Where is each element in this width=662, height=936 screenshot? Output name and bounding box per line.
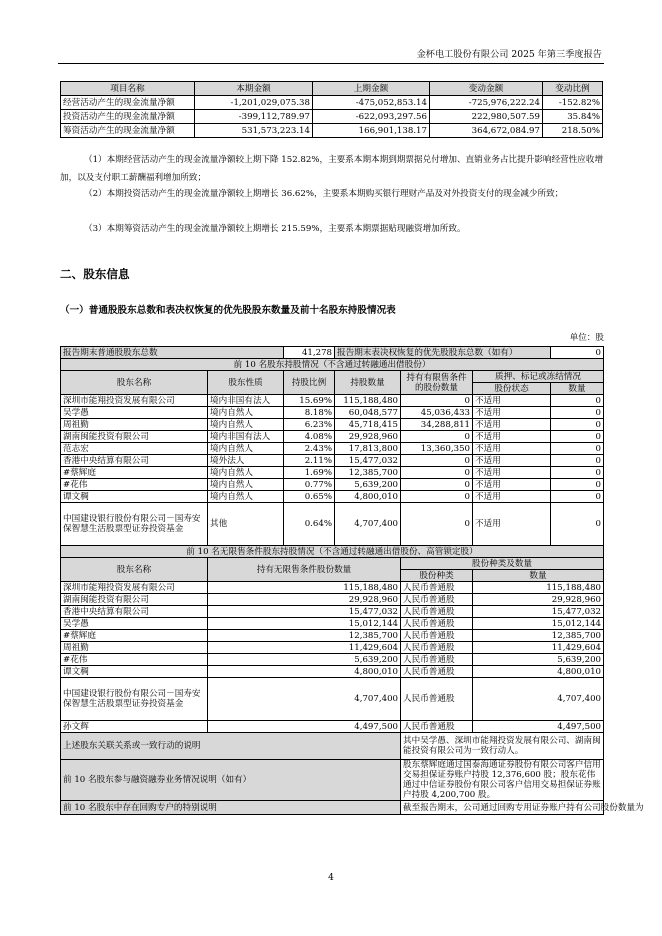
cell: 不适用 [473,431,551,443]
table-row [61,455,604,467]
cell: 29,928,960 [208,594,401,606]
cell: 范志宏 [61,443,208,455]
cell: 0 [401,503,473,546]
cell: 人民币普通股 [401,678,473,721]
note-paragraph: （3）本期筹资活动产生的现金流量净额较上期增长 215.59%，主要系本期票据贴现融资增加所致。 [84,224,466,234]
cell: -622,093,297.56 [313,110,430,124]
col-header: 股东名称 [61,558,208,582]
cell: 15,012,144 [473,618,604,630]
cell: 不适用 [473,395,551,407]
footer-row [61,801,604,815]
col-header: 数量 [473,570,604,582]
cell: 12,385,700 [473,630,604,642]
table-row [61,666,604,678]
cell: 45,718,415 [335,419,401,431]
cell: 0 [401,491,473,503]
cell: 4,800,010 [335,491,401,503]
cell: -152.82% [543,96,603,110]
cell: 香港中央结算有限公司 [61,606,208,618]
cell: 境内自然人 [208,491,284,503]
table-title-row [61,546,604,558]
cell: 不适用 [473,503,551,546]
cell: -399,112,789.97 [195,110,313,124]
table-row [61,654,604,666]
cell: 29,928,960 [473,594,604,606]
cell: 1.69% [284,467,335,479]
cell: 谭文稠 [61,666,208,678]
cell: 0 [401,395,473,407]
table-row [61,721,604,733]
cell: 中国建设银行股份有限公司－国寿安保智慧生活股票型证券投资基金 [61,503,208,546]
page-number: 4 [328,873,334,883]
cell: 222,980,507.59 [430,110,543,124]
col-header: 持有有限售条件的股份数量 [401,371,473,395]
table-row [61,491,604,503]
cell: 4,707,400 [473,678,604,721]
cell: 人民币普通股 [401,606,473,618]
col-header: 股份种类及数量 [401,558,604,570]
cell: 15,012,144 [208,618,401,630]
cell: 湖南闽能投资有限公司 [61,431,208,443]
cell: 15.69% [284,395,335,407]
cell: 6.23% [284,419,335,431]
cell: 11,429,604 [473,642,604,654]
cell: 5,639,200 [473,654,604,666]
table-row [61,582,604,594]
cell: 115,188,480 [473,582,604,594]
cell: 0 [401,455,473,467]
col-header: 变动金额 [430,82,543,96]
footer-label: 前 10 名股东参与融资融券业务情况说明（如有） [61,760,401,801]
table-row [61,630,604,642]
cell: 境内自然人 [208,479,284,491]
cell: 35.84% [543,110,603,124]
col-header: 股份状态 [473,383,551,395]
cell: 364,672,084.97 [430,124,543,138]
cell: 166,901,138.17 [313,124,430,138]
col-header: 变动比例 [543,82,603,96]
cell: 13,360,350 [401,443,473,455]
cell: 吴学愚 [61,407,208,419]
cell: 4,800,010 [208,666,401,678]
cell: 不适用 [473,407,551,419]
cell: 谭文稠 [61,491,208,503]
table-row [61,407,604,419]
col-header: 数量 [551,383,604,395]
cell: 筹资活动产生的现金流量净额 [61,124,195,138]
cell: 4.08% [284,431,335,443]
cell: 17,813,800 [335,443,401,455]
cell: 人民币普通股 [401,582,473,594]
cell: 0 [551,491,604,503]
cell: 投资活动产生的现金流量净额 [61,110,195,124]
cell: 0 [551,467,604,479]
cell: 人民币普通股 [401,666,473,678]
cell: 不适用 [473,491,551,503]
cell: 4,497,500 [208,721,401,733]
cell: 其他 [208,503,284,546]
cell: 孙文辉 [61,721,208,733]
cell: -475,052,853.14 [313,96,430,110]
cell: 人民币普通股 [401,721,473,733]
cell: 人民币普通股 [401,654,473,666]
cell: 0 [551,407,604,419]
cell: 境内非国有法人 [208,431,284,443]
table-row [61,431,604,443]
cell: 15,477,032 [335,455,401,467]
cell: 15,477,032 [208,606,401,618]
summary-label: 报告期末普通股股东总数 [61,347,284,359]
cell: #花伟 [61,654,208,666]
shareholder-table [60,346,644,815]
summary-row [61,347,604,359]
cell: 中国建设银行股份有限公司－国寿安保智慧生活股票型证券投资基金 [61,678,208,721]
table-title: 前 10 名无限售条件股东持股情况（不含通过转融通出借股份、高管锁定股） [61,546,604,558]
cell: 周祖勤 [61,419,208,431]
table-title: 前 10 名股东持股情况（不含通过转融通出借股份） [61,359,604,371]
cell: 人民币普通股 [401,642,473,654]
table-row [61,110,603,124]
cell: 不适用 [473,443,551,455]
col-header: 持股数量 [335,371,401,395]
cell: 115,188,480 [335,395,401,407]
header-title: 金杯电工股份有限公司 2025 年第三季度报告 [416,49,602,60]
cell: 深圳市能翔投资发展有限公司 [61,395,208,407]
cell: 人民币普通股 [401,594,473,606]
cell: 0 [551,479,604,491]
table-row [61,618,604,630]
col-header: 股东名称 [61,371,208,395]
table-row [61,124,603,138]
cell: 531,573,223.14 [195,124,313,138]
footer-label: 上述股东关联关系或一致行动的说明 [61,733,401,760]
col-header: 持有无限售条件股份数量 [208,558,401,582]
cell: 0 [551,431,604,443]
table-row [61,395,604,407]
cell: #花伟 [61,479,208,491]
footer-row [61,733,604,760]
cell: 周祖勤 [61,642,208,654]
col-header: 股东性质 [208,371,284,395]
table-row [61,419,604,431]
col-header: 上期金额 [313,82,430,96]
cell: -725,976,222.24 [430,96,543,110]
cell: 0 [401,479,473,491]
cell: 2.43% [284,443,335,455]
cell: #蔡辉庭 [61,467,208,479]
cashflow-table [60,81,603,138]
footer-text: 其中吴学愚、深圳市能翔投资发展有限公司、湖南闽能投资有限公司为一致行动人。 [401,733,604,760]
cell: 5,639,200 [335,479,401,491]
cell: 不适用 [473,419,551,431]
table-row [61,606,604,618]
table-row [61,443,604,455]
cell: 0 [551,443,604,455]
footer-label: 前 10 名股东中存在回购专户的特别说明 [61,801,401,815]
cell: 2.11% [284,455,335,467]
table-header-row [61,558,604,570]
cell: 0 [401,467,473,479]
cell: 人民币普通股 [401,630,473,642]
table-header-row [61,82,603,96]
unit-label: 单位：股 [569,333,604,343]
cell: 5,639,200 [208,654,401,666]
cell: 境内自然人 [208,419,284,431]
table-row [61,479,604,491]
note-paragraph: （2）本期投资活动产生的现金流量净额较上期增长 36.62%，主要系本期购买银行理财产品及对外投资支付的现金减少所致； [84,189,564,199]
table-row [61,594,604,606]
cell: 境内自然人 [208,443,284,455]
cell: 境内非国有法人 [208,395,284,407]
cell: 境内自然人 [208,407,284,419]
cell: 经营活动产生的现金流量净额 [61,96,195,110]
cell: 45,036,433 [401,407,473,419]
cell: 不适用 [473,455,551,467]
table-row [61,467,604,479]
cell: -1,201,029,075.38 [195,96,313,110]
cell: 0 [551,395,604,407]
cell: 人民币普通股 [401,618,473,630]
cell: 深圳市能翔投资发展有限公司 [61,582,208,594]
cell: 境内自然人 [208,467,284,479]
cell: 吴学愚 [61,618,208,630]
summary-label: 报告期末表决权恢复的优先股股东总数（如有） [335,347,551,359]
cell: 29,928,960 [335,431,401,443]
cell: 香港中央结算有限公司 [61,455,208,467]
subsection-title: （一）普通股股东总数和表决权恢复的优先股股东数量及前十名股东持股情况表 [60,305,396,316]
note-paragraph: （1）本期经营活动产生的现金流量净额较上期下降 152.82%，主要系本期本期到期票据兑付增加、直销业务占比提升影响经营性应收增加，以及支付职工薪酬福利增加所致； [60,155,604,183]
cell: 0 [551,503,604,546]
footer-row [61,760,604,801]
cell: 0.77% [284,479,335,491]
cell: 4,497,500 [473,721,604,733]
cell: 8.18% [284,407,335,419]
cell: 0.65% [284,491,335,503]
cell: 60,048,577 [335,407,401,419]
cell: 0 [551,419,604,431]
table-row [61,96,603,110]
cell: 218.50% [543,124,603,138]
cell: 12,385,700 [208,630,401,642]
cell: #蔡辉庭 [61,630,208,642]
cell: 不适用 [473,467,551,479]
table-row [61,503,604,546]
cell: 境外法人 [208,455,284,467]
table-title-row [61,359,604,371]
table-row [61,678,604,721]
page-header [58,44,604,64]
cell: 0 [401,431,473,443]
cell: 34,288,811 [401,419,473,431]
col-header: 持股比例 [284,371,335,395]
col-header: 本期金额 [195,82,313,96]
cell: 4,800,010 [473,666,604,678]
cell: 0.64% [284,503,335,546]
section-title: 二、股东信息 [60,267,130,281]
cell: 0 [551,455,604,467]
col-header: 质押、标记或冻结情况 [473,371,604,383]
footer-text: 截至报告期末，公司通过回购专用证券账户持有公司股份数量为 [401,801,604,815]
cell: 湖南闽能投资有限公司 [61,594,208,606]
col-header: 项目名称 [61,82,195,96]
table-row [61,642,604,654]
cell: 15,477,032 [473,606,604,618]
col-header: 股份种类 [401,570,473,582]
cell: 11,429,604 [208,642,401,654]
cell: 12,385,700 [335,467,401,479]
cell: 不适用 [473,479,551,491]
cell: 115,188,480 [208,582,401,594]
footer-text: 股东蔡辉庭通过国泰海通证券股份有限公司客户信用交易担保证券账户持股 12,376,600 股；股东花伟通过中信证券股份有限公司客户信用交易担保证券账户持股 4,200,700 股。 [401,760,604,801]
table-header-row [61,371,604,383]
summary-value: 41,278 [284,347,335,359]
cell: 4,707,400 [335,503,401,546]
summary-value: 0 [551,347,604,359]
cell: 4,707,400 [208,678,401,721]
